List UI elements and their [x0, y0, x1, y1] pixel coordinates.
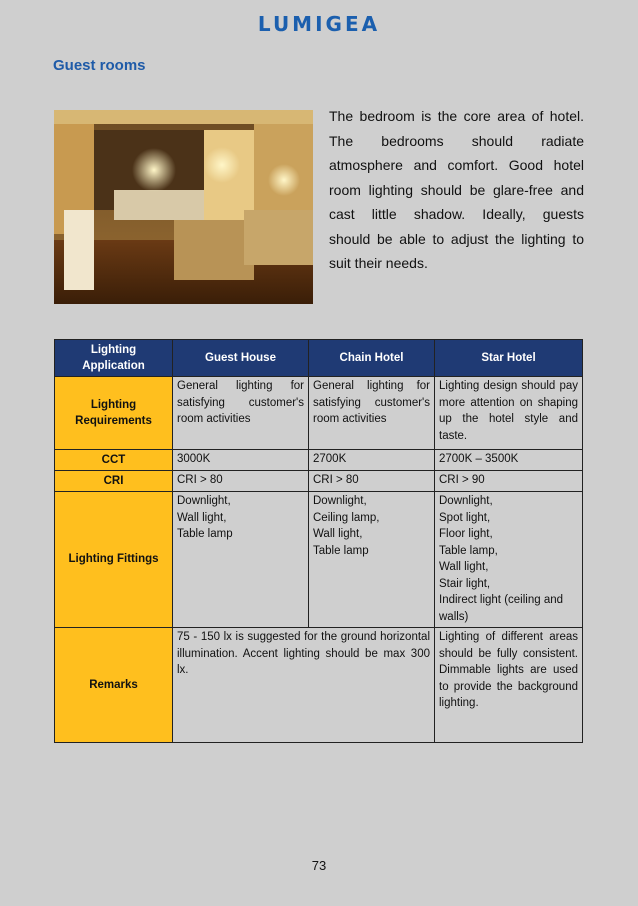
fitting-item: Wall light,	[439, 561, 489, 573]
cell-remarks-guest-chain: 75 - 150 lx is suggested for the ground horizontal illumination. Accent lighting should be max 300 lx.	[173, 628, 435, 743]
fitting-item: Wall light,	[177, 511, 227, 524]
cell-cri-star-hotel: CRI > 90	[435, 471, 583, 492]
fitting-item: Table lamp	[313, 544, 369, 557]
table-row	[55, 471, 583, 492]
lighting-table	[54, 339, 583, 743]
cell-remarks-star-hotel: Lighting of different areas should be fully consistent. Dimmable lights are used to provide the background lighting.	[435, 628, 583, 743]
fitting-item: Table lamp	[177, 528, 233, 540]
cell-cct-guest-house: 3000K	[173, 450, 309, 471]
cell-requirements-guest-house: General lighting for satisfying customer's room activities	[173, 377, 309, 450]
fitting-item: Table lamp,	[439, 544, 498, 557]
row-label-remarks: Remarks	[55, 628, 173, 743]
row-label-cct: CCT	[55, 450, 173, 471]
header-chain-hotel: Chain Hotel	[309, 340, 435, 377]
header-guest-house: Guest House	[173, 340, 309, 377]
fitting-item: Downlight,	[439, 495, 493, 507]
row-label-requirements: Lighting Requirements	[55, 377, 173, 450]
fitting-item: Ceiling lamp,	[313, 511, 380, 524]
cell-cri-chain-hotel: CRI > 80	[309, 471, 435, 492]
row-label-fittings: Lighting Fittings	[55, 492, 173, 628]
cell-fittings-chain-hotel	[309, 492, 435, 628]
hotel-room-photo	[54, 110, 313, 304]
header-lighting-application: Lighting Application	[55, 340, 173, 377]
cell-cct-star-hotel: 2700K – 3500K	[435, 450, 583, 471]
intro-line: atmosphere and comfort. Good hotel	[329, 157, 584, 173]
row-label-cri: CRI	[55, 471, 173, 492]
table-header-row	[55, 340, 583, 377]
hotel-room-image	[54, 110, 313, 304]
section-title: Guest rooms	[53, 57, 146, 74]
cell-cct-chain-hotel: 2700K	[309, 450, 435, 471]
fitting-item: Downlight,	[313, 495, 367, 507]
fitting-item: Downlight,	[177, 495, 231, 507]
cell-requirements-chain-hotel: General lighting for satisfying customer's room activities	[309, 377, 435, 450]
intro-line: room lighting should be glare-free and	[329, 181, 584, 198]
fitting-item: Indirect light (ceiling and walls)	[439, 594, 564, 623]
cell-cri-guest-house: CRI > 80	[173, 471, 309, 492]
page-number: 73	[311, 858, 327, 873]
table-row	[55, 628, 583, 743]
intro-line: The bedrooms should radiate	[329, 132, 584, 149]
intro-paragraph	[329, 104, 584, 276]
cell-requirements-star-hotel: Lighting design should pay more attention on shaping up the hotel style and taste.	[435, 377, 583, 450]
cell-fittings-star-hotel	[435, 492, 583, 628]
intro-line: The bedroom is the core area of hotel.	[329, 108, 584, 124]
fitting-item: Stair light,	[439, 577, 491, 590]
fitting-item: Wall light,	[313, 528, 363, 540]
cell-fittings-guest-house	[173, 492, 309, 628]
intro-line: suit their needs.	[329, 255, 428, 271]
fitting-item: Floor light,	[439, 528, 493, 540]
table-row	[55, 377, 583, 450]
fitting-item: Spot light,	[439, 511, 491, 524]
header-star-hotel: Star Hotel	[435, 340, 583, 377]
table-row	[55, 450, 583, 471]
table-row	[55, 492, 583, 628]
brand-logo: LUMIGEA	[257, 12, 381, 36]
intro-line: cast little shadow. Ideally, guests	[329, 206, 584, 222]
intro-line: should be able to adjust the lighting to	[329, 230, 584, 247]
